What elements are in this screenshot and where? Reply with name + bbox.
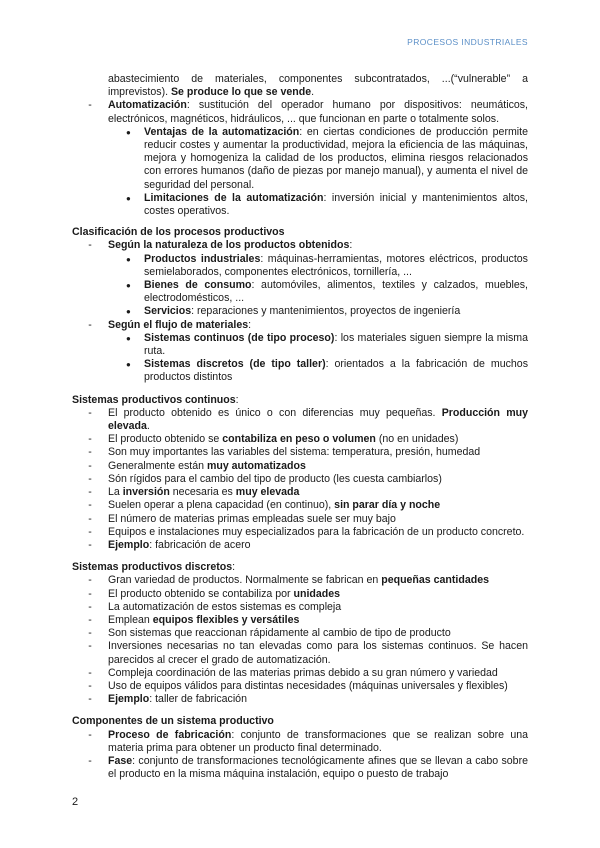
text-run: El producto obtenido es único o con diferencias muy pequeñas. [108, 406, 442, 419]
bullet-marker: ● [126, 360, 131, 370]
dash-marker: - [88, 446, 92, 459]
dash-marker: - [88, 99, 92, 112]
bold-run: Automatización [108, 99, 187, 112]
list-item [72, 526, 528, 539]
bullet-marker: ● [126, 307, 131, 317]
list-item [72, 499, 528, 512]
text-run: : conjunto de transformaciones tecnológicamente afines que se llevan a cabo sobre el producto en la misma máquina instalación, equipo o puesto de trabajo [108, 754, 528, 781]
text-run: : [349, 239, 353, 252]
list-item-sistemas-discretos [72, 358, 528, 384]
text-run: : automóviles, alimentos, textiles y calzados, muebles, electrodomésticos, ... [144, 279, 528, 305]
dash-marker: - [88, 538, 92, 551]
dash-marker: - [88, 754, 92, 767]
text-run: : los materiales siguen siempre la misma ruta. [144, 331, 528, 358]
list-item [72, 473, 528, 486]
bold-run: Según la naturaleza de los productos obtenidos [108, 239, 350, 252]
dash-marker: - [88, 239, 92, 252]
text-run: Suelen operar a plena capacidad (en continuo), [108, 499, 335, 512]
list-item [72, 574, 528, 587]
text-run: (no en unidades) [375, 433, 459, 446]
text-run: : reparaciones y mantenimientos, proyectos de ingeniería [191, 305, 461, 318]
list-item [72, 433, 528, 446]
text-run: : fabricación de acero [149, 538, 251, 551]
text-run: : inversión inicial y mantenimientos altos, costes operativos. [144, 191, 528, 218]
list-item-sistemas-continuos [72, 332, 528, 358]
dash-marker: - [88, 640, 92, 653]
list-item-automatizacion [72, 99, 528, 125]
text-run: Emplean [108, 613, 153, 626]
bullet-marker: ● [126, 281, 131, 291]
text-run: : conjunto de transformaciones que se realizan sobre una materia prima para obtener un producto final determinado. [108, 728, 529, 754]
list-item [72, 539, 528, 552]
page-number: 2 [72, 796, 79, 808]
dash-marker: - [88, 499, 92, 512]
text-run: Gran variedad de productos. Normalmente se fabrican en [108, 574, 382, 587]
text-run: abastecimiento de materiales, componentes subcontratados, ...(“vulnerable” a imprevistos). [108, 73, 528, 99]
dash-marker: - [88, 459, 92, 472]
list-item [72, 588, 528, 601]
dash-marker: - [88, 486, 92, 499]
list-item [72, 446, 528, 459]
bold-run: equipos flexibles y versátiles [152, 613, 300, 626]
dash-marker: - [88, 472, 92, 485]
bold-run: unidades [293, 587, 341, 600]
bold-run: Fase [108, 754, 133, 767]
bold-run: muy automatizados [206, 459, 306, 472]
dash-marker: - [88, 728, 92, 741]
bold-run: pequeñas cantidades [381, 574, 489, 587]
dash-marker: - [88, 666, 92, 679]
bold-run: inversión [122, 486, 170, 499]
text-run: Compleja coordinación de las materias primas debido a su gran número y variedad [108, 666, 498, 679]
dash-marker: - [88, 433, 92, 446]
text-run: La automatización de estos sistemas es compleja [108, 600, 342, 613]
bold-run: Ventajas de la automatización [144, 125, 300, 138]
list-item [72, 486, 528, 499]
text-run: Generalmente están [108, 459, 207, 472]
text-run: : [232, 561, 236, 574]
bold-run: Según el flujo de materiales [108, 318, 249, 331]
list-item [72, 460, 528, 473]
text-run: : sustitución del operador humano por dispositivos: neumáticos, electrónicos, magnéticos, hidráulicos, ... que funcionan en parte o totalmente solos. [108, 99, 528, 125]
section-heading-continuos [72, 394, 528, 407]
dash-marker: - [88, 318, 92, 331]
text-run: El número de materias primas empleadas suele ser muy bajo [108, 512, 396, 525]
bold-run: Proceso de fabricación [108, 728, 232, 741]
text-run: : [248, 318, 252, 331]
list-item-naturaleza [72, 239, 528, 252]
list-item-servicios [72, 305, 528, 318]
dash-marker: - [88, 406, 92, 419]
list-item [72, 640, 528, 666]
dash-marker: - [88, 693, 92, 706]
dash-marker: - [88, 679, 92, 692]
list-item-ventajas [72, 126, 528, 192]
list-item [72, 755, 528, 781]
list-item [72, 513, 528, 526]
bullet-marker: ● [126, 333, 131, 343]
text-run: . [311, 86, 315, 99]
text-run: : [235, 393, 239, 406]
continuation-paragraph [72, 73, 528, 99]
list-item [72, 407, 528, 433]
running-header: PROCESOS INDUSTRIALES [407, 37, 528, 47]
dash-marker: - [88, 627, 92, 640]
bold-run: Sistemas continuos (de tipo proceso) [144, 331, 335, 344]
list-item-flujo [72, 319, 528, 332]
list-item [72, 693, 528, 706]
text-run: Sistemas productivos continuos [72, 393, 236, 406]
text-run: El producto obtenido se contabiliza por [108, 587, 294, 600]
bold-run: Bienes de consumo [144, 279, 252, 292]
list-item-limitaciones [72, 192, 528, 218]
list-item [72, 680, 528, 693]
dash-marker: - [88, 574, 92, 587]
page-body [72, 73, 528, 781]
text-run: Equipos e instalaciones muy especializados para la fabricación de un producto concreto. [108, 525, 525, 538]
text-run: : en ciertas condiciones de producción permite reducir costes y aumentar la productividad, mejora la eficiencia de las máquinas, mejora y homogeniza la calidad de los productos, elimina riesgos relacionados con errores humanos (daño de piezas por manejo manual), y aumenta el nivel de seguridad del personal. [144, 125, 528, 191]
dash-marker: - [88, 613, 92, 626]
bold-run: Ejemplo [108, 693, 150, 706]
dash-marker: - [88, 600, 92, 613]
section-heading-discretos [72, 561, 528, 574]
list-item [72, 601, 528, 614]
text-run: : orientados a la fabricación de muchos productos distintos [144, 358, 528, 384]
text-run: . [146, 420, 150, 433]
text-run: Uso de equipos válidos para distintas necesidades (máquinas universales y flexibles) [108, 679, 508, 692]
bold-run: sin parar día y noche [334, 499, 441, 512]
list-item [72, 667, 528, 680]
list-item-productos [72, 253, 528, 279]
text-run: Son sistemas que reaccionan rápidamente al cambio de tipo de producto [108, 627, 451, 640]
dash-marker: - [88, 525, 92, 538]
bold-run: Ejemplo [108, 538, 150, 551]
text-run: Són rígidos para el cambio del tipo de producto (les cuesta cambiarlos) [108, 472, 442, 485]
text-run: Sistemas productivos discretos [72, 561, 233, 574]
text-run: Son muy importantes las variables del sistema: temperatura, presión, humedad [108, 446, 481, 459]
section-heading-componentes: Componentes de un sistema productivo [72, 715, 274, 728]
bold-run: Servicios [144, 305, 192, 318]
bullet-marker: ● [126, 254, 131, 264]
section-heading-clasificacion: Clasificación de los procesos productivos [72, 226, 285, 239]
text-run: El producto obtenido se [108, 433, 223, 446]
bold-run: Limitaciones de la automatización [144, 191, 324, 204]
text-run: : máquinas-herramientas, motores eléctricos, productos semielaborados, componentes electrónicos, tornillería, ... [144, 252, 528, 278]
text-run: La [108, 486, 123, 499]
text-run: Inversiones necesarias no tan elevadas como para los sistemas continuos. Se hacen parecidos al crecer el grado de automatización. [108, 640, 528, 666]
dash-marker: - [88, 587, 92, 600]
bullet-marker: ● [126, 127, 131, 137]
bold-run: Se produce lo que se vende [170, 86, 312, 99]
list-item [72, 614, 528, 627]
list-item [72, 729, 528, 755]
bold-run: Producción muy elevada [108, 406, 528, 433]
text-run: : taller de fabricación [149, 693, 247, 706]
bold-run: Sistemas discretos (de tipo taller) [144, 358, 326, 371]
bold-run: muy elevada [235, 486, 300, 499]
bold-run: Productos industriales [144, 252, 261, 265]
list-item-bienes [72, 279, 528, 305]
list-item [72, 627, 528, 640]
bold-run: contabiliza en peso o volumen [222, 433, 376, 446]
dash-marker: - [88, 512, 92, 525]
bullet-marker: ● [126, 193, 131, 203]
text-run: necesaria es [169, 486, 236, 499]
